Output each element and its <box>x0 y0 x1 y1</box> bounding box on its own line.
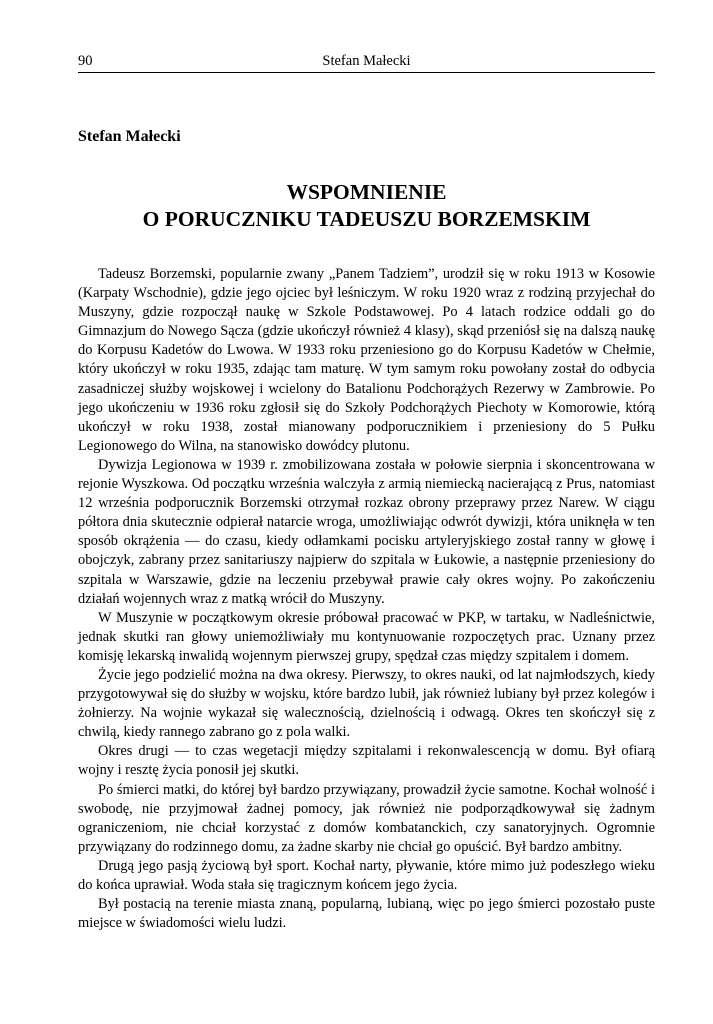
title-line-1: WSPOMNIENIE <box>286 180 447 204</box>
article-body <box>78 265 655 933</box>
paragraph-7: Drugą jego pasją życiową był sport. Kochał narty, pływanie, które mimo już podeszłego wieku do końca uprawiał. Woda stała się tragicznym końcem jego życia. <box>78 857 655 893</box>
page-number: 90 <box>78 53 93 69</box>
paragraph-8: Był postacią na terenie miasta znaną, popularną, lubianą, więc po jego śmierci pozostało puste miejsce w świadomości wielu ludzi. <box>78 896 655 932</box>
running-header <box>78 52 655 73</box>
paragraph-6: Po śmierci matki, do której był bardzo przywiązany, prowadził życie samotne. Kochał wolność i swobodę, nie przyjmował żadnej pomocy, jak również nie podporządkowywał się żadnym ograniczeniom, nie chciał korzystać z domów kombatanckich, czy sanatoryjnych. Ogromnie przywiązany do rodzinnego domu, za żadne skarby nie chciał go opuścić. Był bardzo ambitny. <box>78 781 655 855</box>
paragraph-5: Okres drugi — to czas wegetacji między szpitalami i rekonwalescencją w domu. Był ofiarą wojny i resztę życia ponosił jej skutki. <box>78 743 655 779</box>
paragraph-3: W Muszynie w początkowym okresie próbował pracować w PKP, w tartaku, w Nadleśnictwie, jednak skutki ran głowy uniemożliwiały mu kontynuowanie rozpoczętych prac. Uznany przez komisję lekarską inwalidą wojennym pierwszej grupy, spędzał czas między szpitalem i domem. <box>78 609 655 664</box>
paragraph-4: Życie jego podzielić można na dwa okresy. Pierwszy, to okres nauki, od lat najmłodszych, kiedy przygotowywał się do służby w wojsku, które bardzo lubił, jak również lubiany był przez kolegów i żołnierzy. Na wojnie wykazał się walecznością, dzielnością i odwagą. Okres ten skończył się z chwilą, kiedy rannego zabrano go z pola walki. <box>78 666 655 741</box>
running-header-author: Stefan Małecki <box>322 53 411 69</box>
paragraph-2: Dywizja Legionowa w 1939 r. zmobilizowana została w połowie sierpnia i skoncentrowana w rejonie Wyszkowa. Od początku września walczyła z armią niemiecką nacierającą z Prus, natomiast 12 września podporucznik Borzemski otrzymał rozkaz obrony przeprawy przez Narew. W ciągu półtora dnia skutecznie odpierał natarcie wroga, umożliwiając odwrót dywizji, która uniknęła w ten sposób okrążenia — do czasu, kiedy odłamkami pocisku artyleryjskiego został ranny w głowę i obojczyk, zabrany przez sanitariuszy najpierw do szpitala w Łukowie, a następnie przeniesiony do szpitala w Warszawie, gdzie na leczeniu przebywał prawie cały okres wojny. Po zakończeniu działań wojennych wraz z matką wrócił do Muszyny. <box>78 456 655 607</box>
title-line-2: O PORUCZNIKU TADEUSZU BORZEMSKIM <box>142 207 591 231</box>
article-title <box>78 179 655 233</box>
article-author: Stefan Małecki <box>78 128 181 145</box>
paragraph-1: Tadeusz Borzemski, popularnie zwany „Panem Tadziem”, urodził się w roku 1913 w Kosowie (Karpaty Wschodnie), gdzie jego ojciec był leśniczym. W roku 1920 wraz z rodziną przyjechał do Muszyny, gdzie rozpoczął naukę w Szkole Podstawowej. Po 4 latach rodzice oddali go do Gimnazjum do Nowego Sącza (gdzie ukończył również 4 klasy), skąd przeniósł się na dalszą naukę do Korpusu Kadetów do Lwowa. W 1933 roku przeniesiono go do Korpusu Kadetów w Chełmie, który ukończył w roku 1935, zdając tam maturę. W tym samym roku powołany został do odbycia zasadniczej służby wojskowej i wcielony do Batalionu Podchorążych Rezerwy w Zambrowie. Po jego ukończeniu w 1936 roku zgłosił się do Szkoły Podchorążych Piechoty w Komorowie, którą ukończył w roku 1938, został mianowany podporucznikiem i przeniesiony do 5 Pułku Legionowego do Wilna, na stanowisko dowódcy plutonu. <box>78 266 655 454</box>
